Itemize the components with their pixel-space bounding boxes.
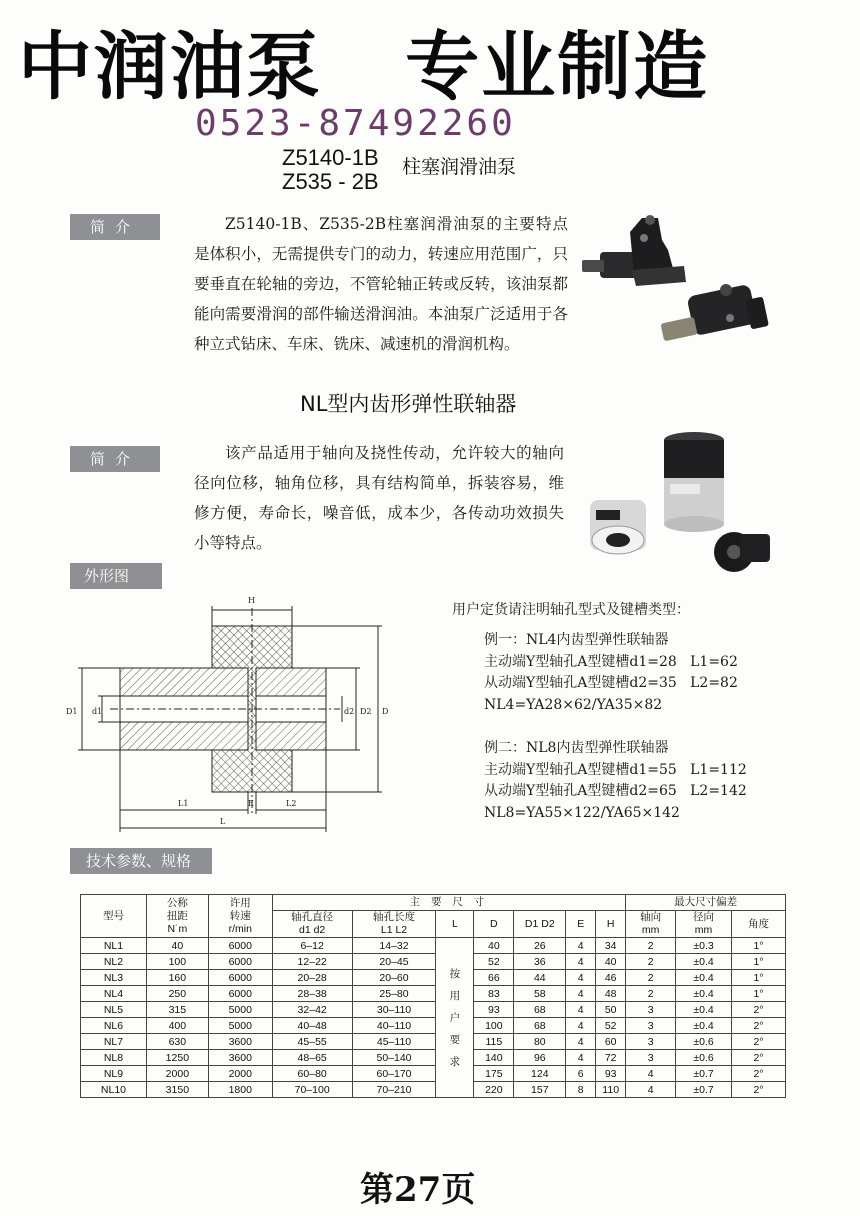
table-cell: 66 [474, 970, 514, 986]
table-cell: 4 [566, 986, 596, 1002]
table-row [81, 970, 786, 986]
table-row [81, 1066, 786, 1082]
coupling-intro-text: 该产品适用于轴向及挠性传动，允许较大的轴向径向位移，轴角位移，具有结构简单，拆装容易，维修方便，寿命长，噪音低，成本少，各传动功效损失小等特点。 [194, 444, 564, 552]
coupling-assembled [664, 432, 724, 532]
table-cell: 20–45 [352, 954, 436, 970]
table-cell: 6–12 [272, 938, 352, 954]
table-row [81, 986, 786, 1002]
table-cell: 45–55 [272, 1034, 352, 1050]
table-cell: 124 [514, 1066, 566, 1082]
table-cell: 25–80 [352, 986, 436, 1002]
dim-d2-label: d2 [344, 707, 355, 716]
table-cell: 4 [566, 938, 596, 954]
table-cell: 2000 [146, 1066, 208, 1082]
table-cell: 6000 [208, 970, 272, 986]
example-line: 例二：NL8内齿型弹性联轴器 [484, 740, 669, 756]
dim-D1-label: D1 [66, 707, 78, 716]
table-cell: 50 [596, 1002, 626, 1018]
header-bore-diameter: 轴孔直径 d1 d2 [272, 911, 352, 938]
table-cell: 50–140 [352, 1050, 436, 1066]
pump-intro-tag: 简介 [70, 214, 160, 240]
table-cell: 5000 [208, 1018, 272, 1034]
table-cell: ±0.4 [676, 954, 732, 970]
table-row [81, 1002, 786, 1018]
table-row [81, 1018, 786, 1034]
coupling-gear-hub [714, 532, 770, 572]
table-cell: 72 [596, 1050, 626, 1066]
dim-L-label: L [220, 817, 226, 826]
header-max-deviation: 最大尺寸偏差 [626, 895, 786, 911]
table-cell: NL8 [81, 1050, 147, 1066]
dim-H-label: H [248, 596, 255, 605]
table-cell: 96 [514, 1050, 566, 1066]
table-cell: 1° [732, 970, 786, 986]
tech-spec-tag: 技术参数、规格 [70, 848, 212, 874]
header-speed: 许用 转速 r/min [208, 895, 272, 938]
table-cell: 1250 [146, 1050, 208, 1066]
header-L: L [436, 911, 474, 938]
table-cell: 40 [474, 938, 514, 954]
example-line: 主动端Y型轴孔A型键槽d1=28 L1=62 [484, 653, 738, 670]
table-cell: 160 [146, 970, 208, 986]
table-cell: 2° [732, 1050, 786, 1066]
table-cell: 400 [146, 1018, 208, 1034]
table-cell: 26 [514, 938, 566, 954]
table-cell: 14–32 [352, 938, 436, 954]
table-cell: 46 [596, 970, 626, 986]
table-cell: 48–65 [272, 1050, 352, 1066]
table-cell: ±0.7 [676, 1082, 732, 1098]
table-cell: ±0.3 [676, 938, 732, 954]
pump-intro-text: Z5140-1B、Z535-2B柱塞润滑油泵的主要特点是体积小，无需提供专门的动力，转速应用范围广，只要垂直在轮轴的旁边，不管轮轴正转或反转，该油泵都能向需要滑润的部件输送滑润油。本油泵广泛适用于各种立式钻床、车床、铣床、减速机的滑润机构。 [194, 215, 568, 353]
header-H: H [596, 911, 626, 938]
table-cell: ±0.6 [676, 1034, 732, 1050]
table-row [81, 1050, 786, 1066]
table-cell: NL2 [81, 954, 147, 970]
table-cell: 3600 [208, 1050, 272, 1066]
table-cell: 2° [732, 1002, 786, 1018]
outline-drawing [60, 588, 400, 838]
table-cell: 2° [732, 1082, 786, 1098]
table-cell: 52 [596, 1018, 626, 1034]
example-line: NL4=YA28×62/YA35×82 [484, 696, 663, 713]
header-model: 型号 [81, 895, 147, 938]
coupling-photo [584, 430, 774, 580]
table-cell: NL10 [81, 1082, 147, 1098]
pump-model-2: Z535 - 2B [282, 169, 379, 194]
table-cell: 4 [626, 1082, 676, 1098]
table-cell: 2000 [208, 1066, 272, 1082]
table-cell: NL1 [81, 938, 147, 954]
dim-L2-label: L2 [286, 799, 297, 808]
table-cell: 30–110 [352, 1002, 436, 1018]
table-cell: 40–48 [272, 1018, 352, 1034]
table-cell: NL7 [81, 1034, 147, 1050]
table-cell: 110 [596, 1082, 626, 1098]
table-cell: 1800 [208, 1082, 272, 1098]
table-cell: NL6 [81, 1018, 147, 1034]
table-cell: ±0.4 [676, 1002, 732, 1018]
header-axial: 轴向 mm [626, 911, 676, 938]
table-cell: 100 [474, 1018, 514, 1034]
dim-d1-label: d1 [92, 707, 103, 716]
table-cell: 3 [626, 1002, 676, 1018]
table-cell: 2 [626, 938, 676, 954]
table-cell: 630 [146, 1034, 208, 1050]
pump-name: 柱塞润滑油泵 [402, 156, 517, 178]
example-line: 从动端Y型轴孔A型键槽d2=65 L2=142 [484, 783, 747, 799]
coupling-intro-tag: 简介 [70, 446, 160, 472]
header-D1D2: D1 D2 [514, 911, 566, 938]
table-cell: ±0.7 [676, 1066, 732, 1082]
header-angle: 角度 [732, 911, 786, 938]
table-cell: 5000 [208, 1002, 272, 1018]
table-cell: 157 [514, 1082, 566, 1098]
table-cell: 6 [566, 1066, 596, 1082]
table-cell: 40–110 [352, 1018, 436, 1034]
table-cell: 45–110 [352, 1034, 436, 1050]
table-cell: NL5 [81, 1002, 147, 1018]
example-line: 主动端Y型轴孔A型键槽d1=55 L1=112 [484, 761, 747, 778]
table-cell: 1° [732, 954, 786, 970]
pump-unit-2 [661, 284, 769, 342]
header-bore-length: 轴孔长度 L1 L2 [352, 911, 436, 938]
example-line: 例一：NL4内齿型弹性联轴器 [484, 632, 669, 648]
table-cell: 44 [514, 970, 566, 986]
header-radial: 径向 mm [676, 911, 732, 938]
table-cell: 175 [474, 1066, 514, 1082]
phone-number: 0523-87492260 [195, 103, 516, 144]
table-cell: 140 [474, 1050, 514, 1066]
table-cell: 250 [146, 986, 208, 1002]
table-cell: 4 [566, 970, 596, 986]
page-title: 中润油泵 专业制造 [18, 24, 710, 110]
header-E: E [566, 911, 596, 938]
table-cell: 2° [732, 1066, 786, 1082]
outline-drawing-tag: 外形图 [70, 563, 162, 589]
table-cell: 8 [566, 1082, 596, 1098]
order-example-2 [484, 738, 747, 824]
table-cell: 2° [732, 1034, 786, 1050]
table-cell: 40 [596, 954, 626, 970]
pump-model-1: Z5140-1B [282, 145, 379, 170]
pump-photo [580, 210, 780, 360]
table-cell: 48 [596, 986, 626, 1002]
example-line: NL8=YA55×122/YA65×142 [484, 804, 680, 821]
table-cell: ±0.4 [676, 1018, 732, 1034]
table-cell: 93 [596, 1066, 626, 1082]
table-cell: 70–210 [352, 1082, 436, 1098]
dim-E-label: E [248, 799, 254, 808]
table-cell: 3 [626, 1050, 676, 1066]
dim-D2-label: D2 [360, 707, 372, 716]
spec-table [80, 894, 786, 1098]
table-cell: 6000 [208, 938, 272, 954]
table-cell: 4 [566, 1034, 596, 1050]
table-cell: 2 [626, 986, 676, 1002]
table-cell: NL3 [81, 970, 147, 986]
table-cell: 4 [566, 954, 596, 970]
table-cell: 60–170 [352, 1066, 436, 1082]
table-cell: 58 [514, 986, 566, 1002]
coupling-title: NL型内齿形弹性联轴器 [300, 392, 517, 416]
table-cell: 52 [474, 954, 514, 970]
table-cell: 4 [566, 1018, 596, 1034]
pump-unit-1 [582, 215, 686, 286]
table-cell: 4 [566, 1002, 596, 1018]
table-cell: 3600 [208, 1034, 272, 1050]
table-cell: ±0.6 [676, 1050, 732, 1066]
coupling-sleeve [590, 500, 646, 554]
table-cell: 2° [732, 1018, 786, 1034]
table-cell: 3 [626, 1034, 676, 1050]
table-cell: 80 [514, 1034, 566, 1050]
table-cell: NL4 [81, 986, 147, 1002]
table-cell: NL9 [81, 1066, 147, 1082]
example-line: 从动端Y型轴孔A型键槽d2=35 L2=82 [484, 675, 738, 691]
dim-D-label: D [382, 707, 389, 716]
table-cell: 4 [566, 1050, 596, 1066]
table-cell: ±0.4 [676, 970, 732, 986]
table-cell: 1° [732, 938, 786, 954]
table-cell: 68 [514, 1002, 566, 1018]
table-row [81, 938, 786, 954]
table-cell: 32–42 [272, 1002, 352, 1018]
table-cell: 4 [626, 1066, 676, 1082]
table-cell: 3150 [146, 1082, 208, 1098]
table-cell: 12–22 [272, 954, 352, 970]
table-cell: 83 [474, 986, 514, 1002]
order-example-1 [484, 630, 738, 716]
table-row [81, 954, 786, 970]
table-cell: 60–80 [272, 1066, 352, 1082]
table-cell: 60 [596, 1034, 626, 1050]
header-main-dims: 主 要 尺 寸 [272, 895, 625, 911]
table-cell: 2 [626, 970, 676, 986]
dim-L1-label: L1 [178, 799, 189, 808]
table-cell: 2 [626, 954, 676, 970]
page-number: 第27页 [360, 1170, 476, 1210]
table-cell: ±0.4 [676, 986, 732, 1002]
table-cell: 1° [732, 986, 786, 1002]
header-D: D [474, 911, 514, 938]
table-cell: 40 [146, 938, 208, 954]
table-cell: 20–60 [352, 970, 436, 986]
table-cell: 68 [514, 1018, 566, 1034]
table-cell: 20–28 [272, 970, 352, 986]
table-cell: 70–100 [272, 1082, 352, 1098]
order-note-heading: 用户定货请注明轴孔型式及键槽类型： [452, 602, 690, 618]
table-cell: 93 [474, 1002, 514, 1018]
table-cell: 100 [146, 954, 208, 970]
table-row [81, 1082, 786, 1098]
table-cell: 315 [146, 1002, 208, 1018]
L-note-cell: 按 用 户 要 求 [436, 938, 474, 1098]
table-cell: 28–38 [272, 986, 352, 1002]
table-cell: 115 [474, 1034, 514, 1050]
table-cell: 36 [514, 954, 566, 970]
table-row [81, 1034, 786, 1050]
table-cell: 220 [474, 1082, 514, 1098]
table-cell: 34 [596, 938, 626, 954]
table-cell: 6000 [208, 986, 272, 1002]
header-torque: 公称 扭距 N˙m [146, 895, 208, 938]
table-cell: 6000 [208, 954, 272, 970]
table-cell: 3 [626, 1018, 676, 1034]
